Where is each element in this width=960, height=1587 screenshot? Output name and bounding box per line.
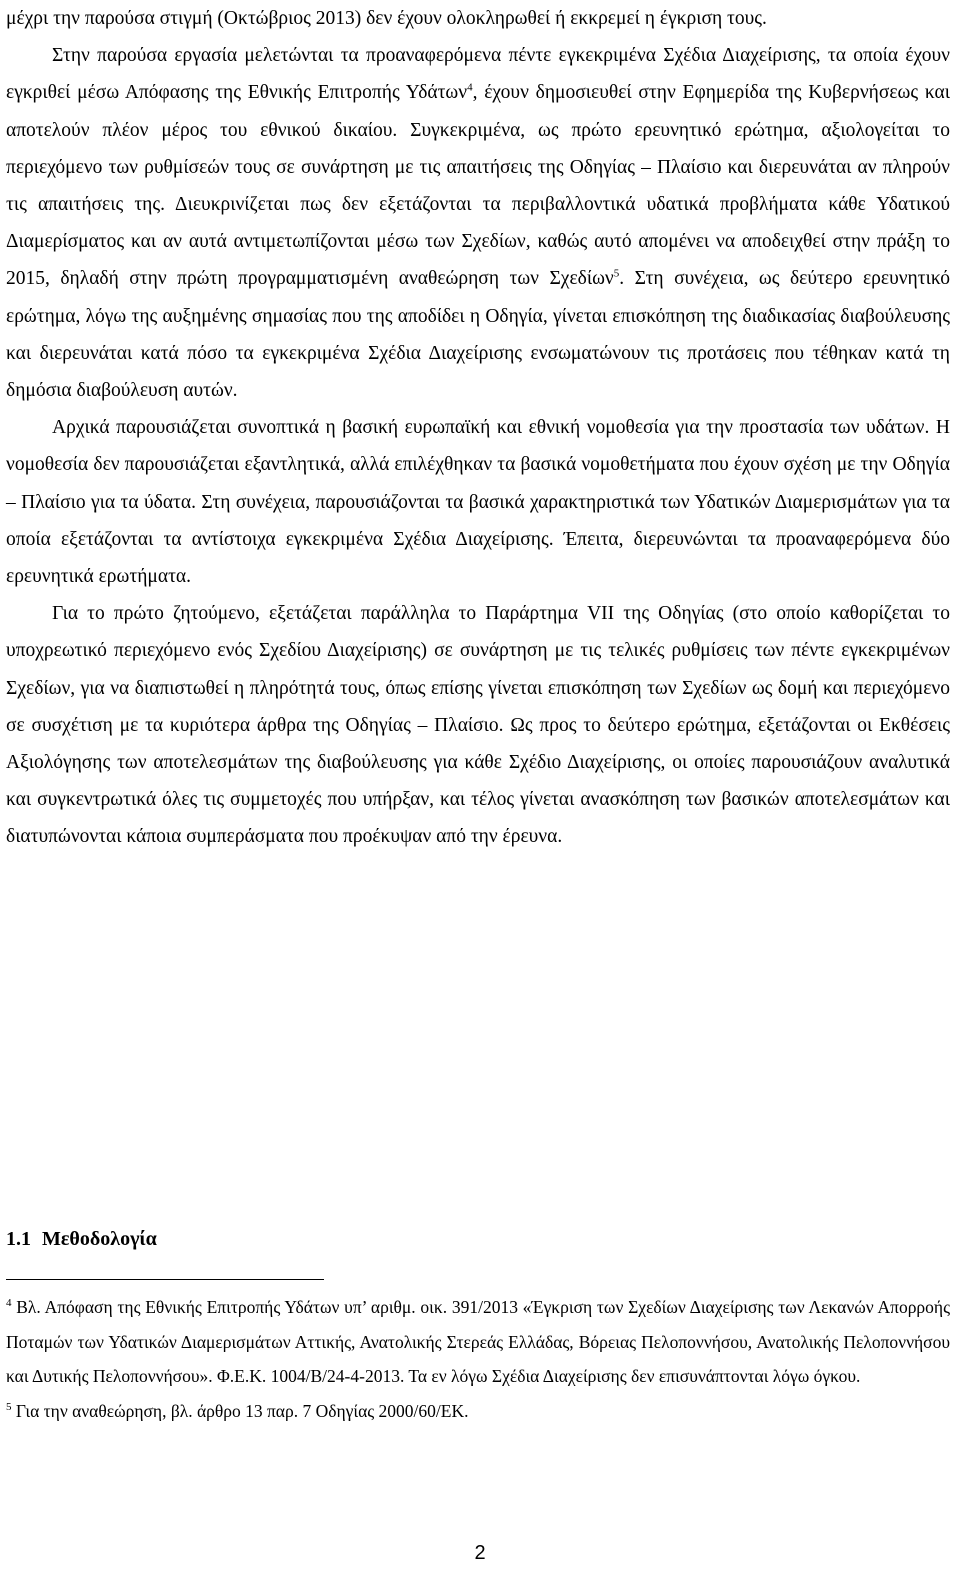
paragraph-text: . Στη συνέχεια, ως δεύτερο ερευνητικό ερώτημα, λόγω της αυξημένης σημασίας που της αποδίδει η Οδηγία, γίνεται επισκόπηση της διαδικασίας διαβούλευσης και διερευνάται κατά πόσο τα εγκεκριμένα Σχέδια Διαχείρισης ενσωματώνουν τις προτάσεις που τέθηκαν κατά τη δημόσια διαβούλευση αυτών. [6,268,950,402]
section-heading [6,1224,157,1254]
paragraph-study-scope [6,37,950,409]
footnote-4 [6,1290,950,1394]
page-number: 2 [474,1542,486,1564]
body-text [6,0,950,856]
paragraph-continuation: μέχρι την παρούσα στιγμή (Οκτώβριος 2013) δεν έχουν ολοκληρωθεί ή εκκρεμεί η έγκριση τους. [6,8,767,29]
paragraph-legislation-overview: Αρχικά παρουσιάζεται συνοπτικά η βασική ευρωπαϊκή και εθνική νομοθεσία για την προστασία των υδάτων. Η νομοθεσία δεν παρουσιάζεται εξαντλητικά, αλλά επιλέχθηκαν τα βασικά νομοθετήματα που έχουν σχέση με την Οδηγία – Πλαίσιο για τα ύδατα. Στη συνέχεια, παρουσιάζονται τα βασικά χαρακτηριστικά των Υδατικών Διαμερισμάτων για τα οποία εξετάζονται τα αντίστοιχα εγκεκριμένα Σχέδια Διαχείρισης. Έπειτα, διερευνώνται τα προαναφερόμενα δύο ερευνητικά ερωτήματα. [6,417,950,588]
footnotes [6,1290,950,1428]
section-number: 1.1 [6,1228,31,1250]
footnote-marker: 5 [6,1400,12,1413]
footnote-marker: 4 [6,1297,12,1310]
paragraph-research-approach: Για το πρώτο ζητούμενο, εξετάζεται παράλληλα το Παράρτημα VII της Οδηγίας (στο οποίο καθορίζεται το υποχρεωτικό περιεχόμενο ενός Σχεδίου Διαχείρισης) σε συνάρτηση με τις τελικές ρυθμίσεις των πέντε εγκεκριμένων Σχεδίων, για να διαπιστωθεί η πληρότητά τους, όπως επίσης γίνεται επισκόπηση των Σχεδίων ως δομή και περιεχόμενο σε συσχέτιση με τα κυριότερα άρθρα της Οδηγίας – Πλαίσιο. Ως προς το δεύτερο ερώτημα, εξετάζονται οι Εκθέσεις Αξιολόγησης των αποτελεσμάτων της διαβούλευσης για κάθε Σχέδιο Διαχείρισης, οι οποίες παρουσιάζουν αναλυτικά και συγκεντρωτικά όλες τις συμμετοχές που υπήρξαν, και τέλος γίνεται ανασκόπηση των βασικών αποτελεσμάτων και διατυπώνονται κάποια συμπεράσματα που προέκυψαν από την έρευνα. [6,603,950,848]
footnote-5 [6,1394,950,1429]
footnote-text: Βλ. Απόφαση της Εθνικής Επιτροπής Υδάτων υπ’ αριθμ. οικ. 391/2013 «Έγκριση των Σχεδίων Διαχείρισης των Λεκανών Απορροής Ποταμών των Υδατικών Διαμερισμάτων Αττικής, Ανατολικής Στερεάς Ελλάδας, Βόρειας Πελοποννήσου, Ανατολικής Πελοποννήσου και Δυτικής Πελοποννήσου». Φ.Ε.Κ. 1004/Β/24-4-2013. Τα εν λόγω Σχέδια Διαχείρισης δεν επισυνάπτονται λόγω όγκου. [6,1297,950,1386]
footnote-reference[interactable]: 4 [467,81,473,94]
footnote-reference[interactable]: 5 [613,267,620,280]
paragraph-text: Στην παρούσα εργασία μελετώνται τα προαναφερόμενα πέντε εγκεκριμένα Σχέδια Διαχείρισης, τα οποία έχουν εγκριθεί μέσω Απόφασης της Εθνικής Επιτροπής Υδάτων [6,45,950,104]
footnote-text: Για την αναθεώρηση, βλ. άρθρο 13 παρ. 7 Οδηγίας 2000/60/ΕΚ. [15,1400,469,1421]
paragraph-text: , έχουν δημοσιευθεί στην Εφημερίδα της Κυβερνήσεως και αποτελούν πλέον μέρος του εθνικού δικαίου. Συγκεκριμένα, ως πρώτο ερευνητικό ερώτημα, αξιολογείται το περιεχόμενο των ρυθμίσεών τους σε συνάρτηση με τις απαιτήσεις της Οδηγίας – Πλαίσιο και διερευνάται αν πληρούν τις απαιτήσεις της. Διευκρινίζεται πως δεν εξετάζονται τα περιβαλλοντικά υδατικά προβλήματα κάθε Υδατικού Διαμερίσματος και αν αυτά αντιμετωπίζονται μέσω των Σχεδίων, καθώς αυτό απομένει να αποδειχθεί στην πράξη το 2015, δηλαδή στην πρώτη προγραμματισμένη αναθεώρηση των Σχεδίων [6,82,950,290]
section-title: Μεθοδολογία [42,1228,157,1250]
footnote-separator [6,1279,324,1280]
